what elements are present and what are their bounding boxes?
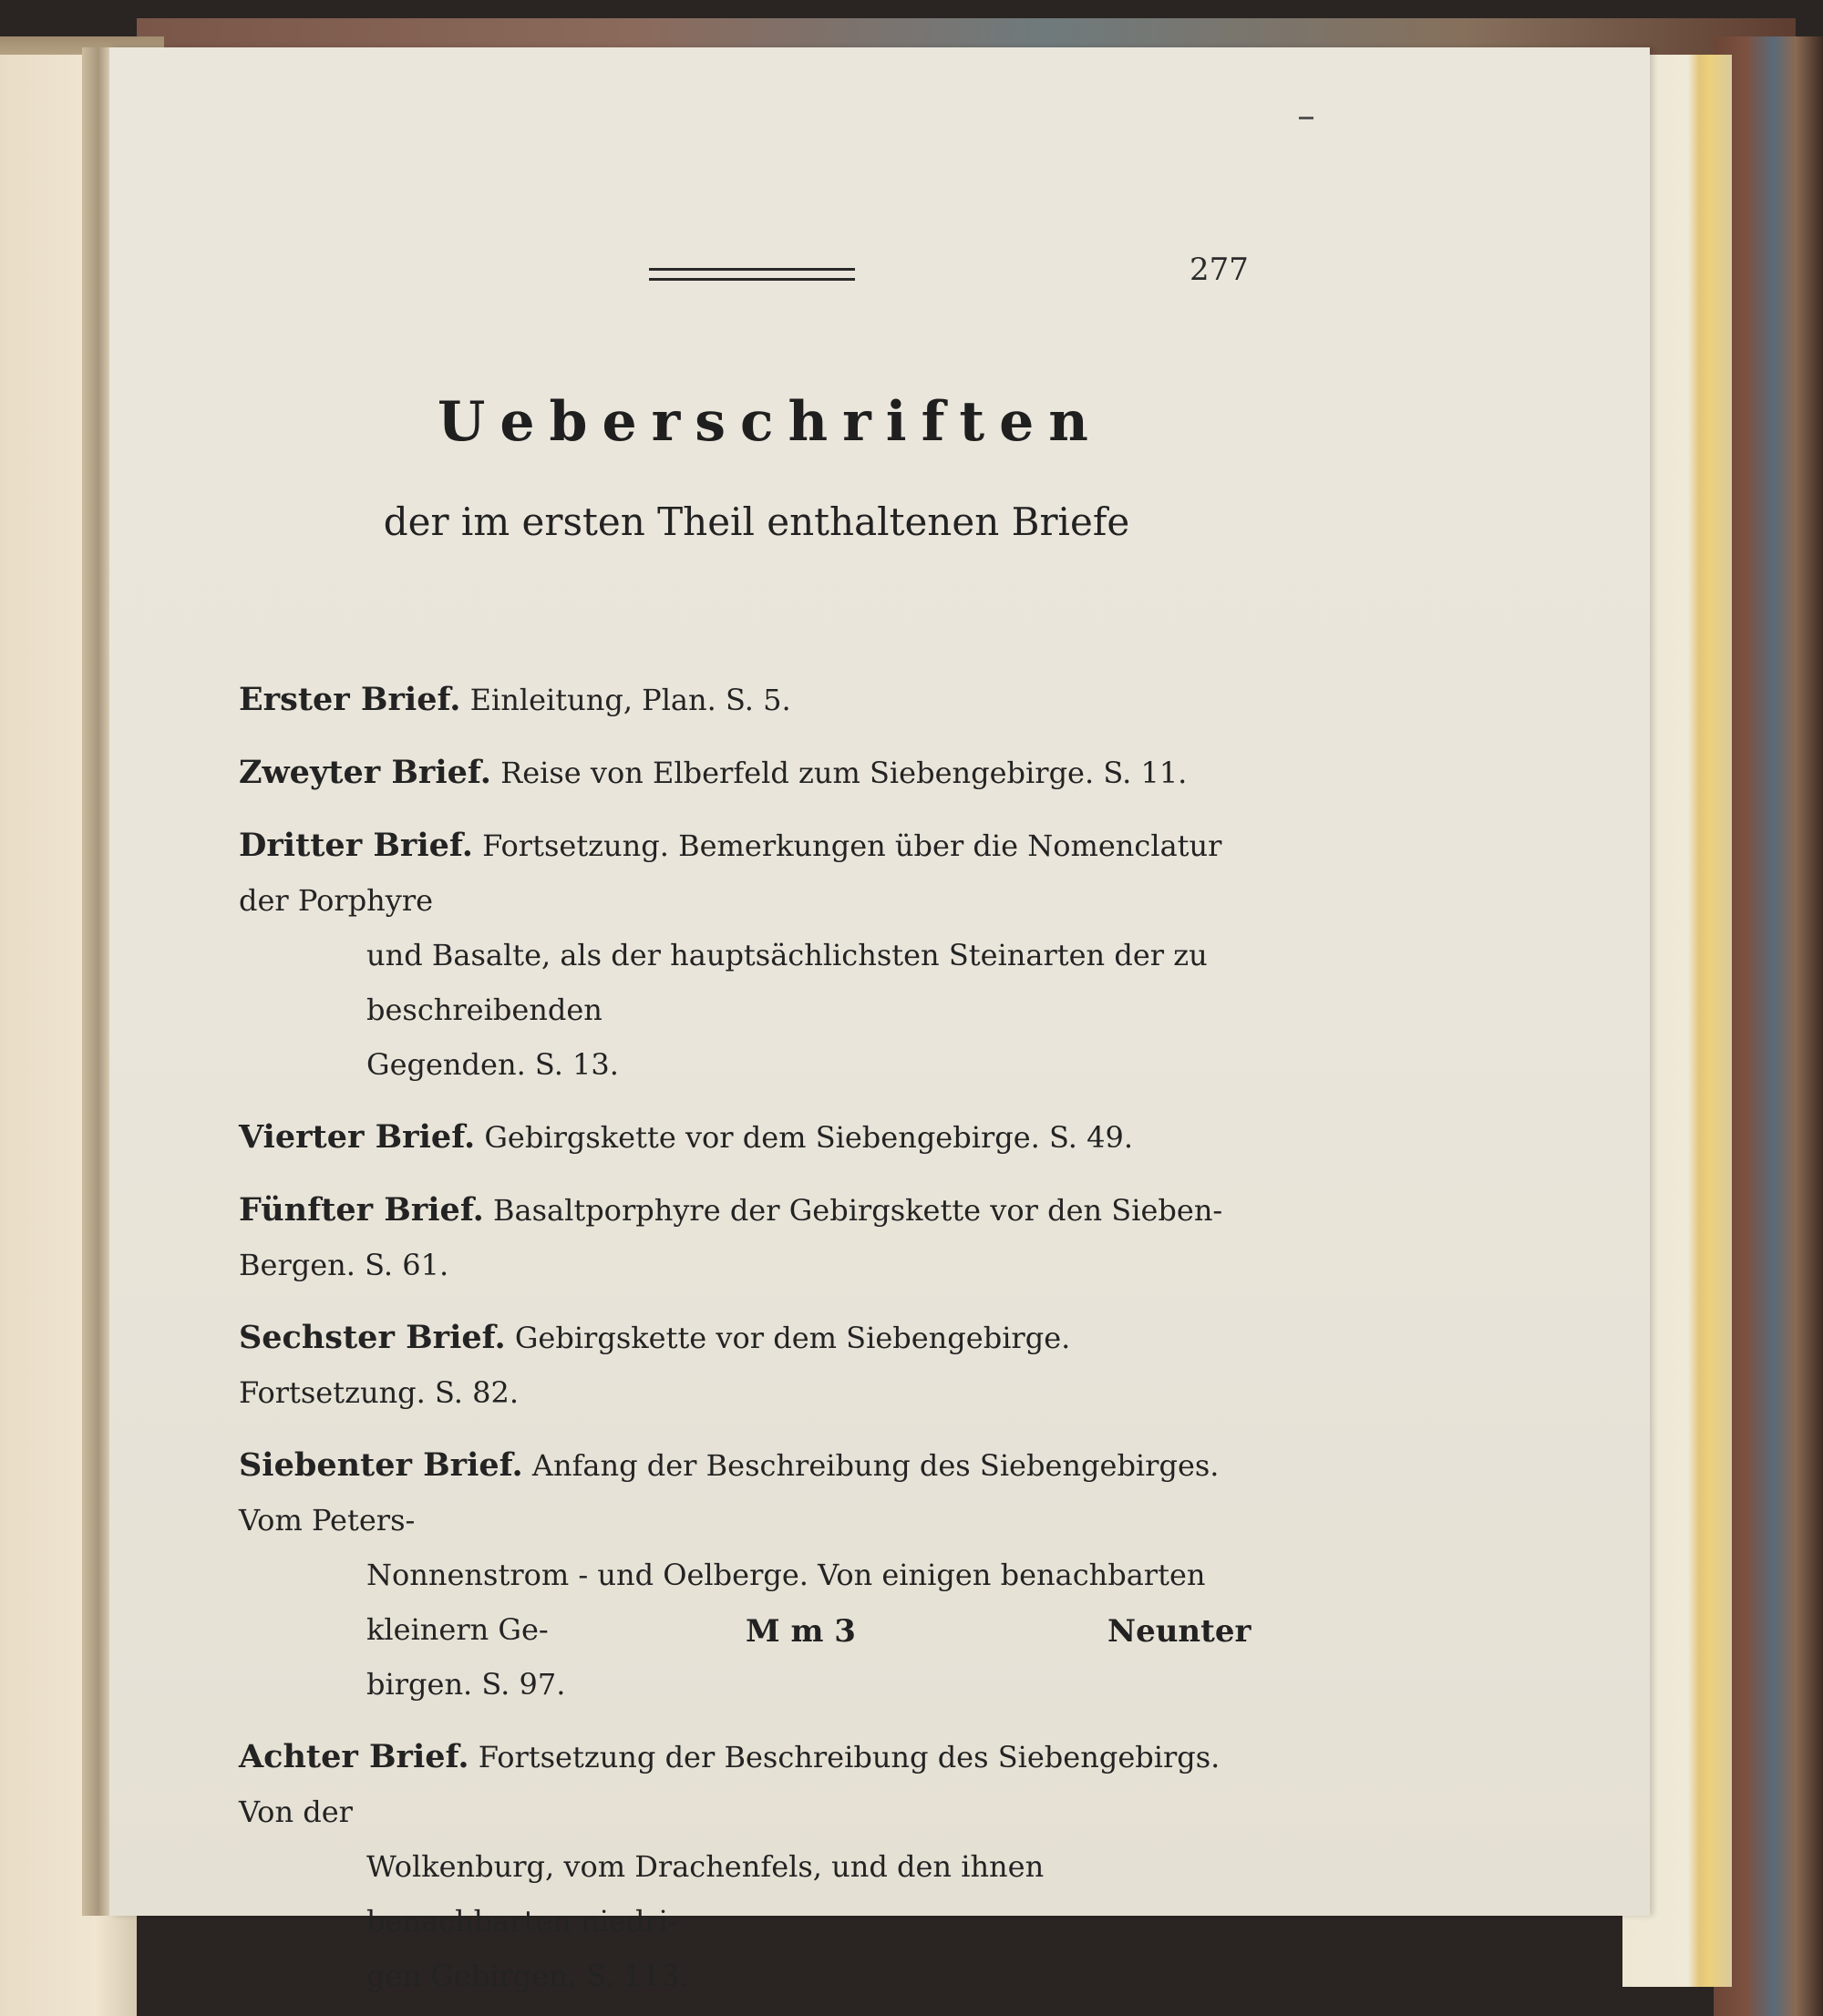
entry-heading: Siebenter Brief. [239, 1446, 523, 1484]
entry-heading: Fünfter Brief. [239, 1191, 484, 1229]
toc-entry [239, 1730, 1241, 2003]
page-mark [1299, 117, 1313, 119]
entry-text: gen Gebirgen. S. 113. [366, 1959, 689, 1993]
entry-text: Anfang der Beschreibung des Siebengebirges. Vom Peters- [239, 1448, 1220, 1538]
page-number: 277 [1190, 252, 1249, 288]
toc-entry [239, 746, 1241, 800]
entry-text: Basaltporphyre der Gebirgskette vor den Sieben-Bergen. S. 61. [239, 1193, 1223, 1282]
toc-entry [239, 1438, 1241, 1712]
entry-text: Gebirgskette vor dem Siebengebirge. Fortsetzung. S. 82. [239, 1321, 1071, 1410]
entry-text: Wolkenburg, vom Drachenfels, und den ihnen benachbarten niedri- [366, 1849, 1045, 1939]
catchword: Neunter [1107, 1613, 1251, 1650]
entry-heading: Dritter Brief. [239, 827, 473, 864]
toc-entry [239, 818, 1241, 1092]
entry-text: Gebirgskette vor dem Siebengebirge. S. 49. [484, 1120, 1134, 1155]
toc-entry [239, 673, 1241, 727]
entry-text: Reise von Elberfeld zum Siebengebirge. S. 11. [500, 756, 1188, 790]
entry-text: Fortsetzung der Beschreibung des Siebengebirgs. Von der [239, 1740, 1220, 1829]
header-rule [649, 268, 855, 281]
page-title: Ueberschriften [438, 390, 1103, 454]
entry-text: und Basalte, als der hauptsächlichsten Steinarten der zu beschreibenden [366, 938, 1208, 1027]
entry-heading: Zweyter Brief. [239, 754, 491, 791]
entry-text: birgen. S. 97. [366, 1667, 566, 1702]
gutter-shadow [82, 47, 109, 1916]
entry-heading: Sechster Brief. [239, 1319, 506, 1356]
entry-text: Nonnenstrom - und Oelberge. Von einigen benachbarten kleinern Ge- [366, 1558, 1206, 1647]
entry-heading: Vierter Brief. [239, 1118, 476, 1156]
toc-entry [239, 1183, 1241, 1292]
signature-mark: M m 3 [746, 1613, 856, 1650]
entry-text: Fortsetzung. Bemerkungen über die Nomenclatur der Porphyre [239, 828, 1222, 918]
page-subtitle: der im ersten Theil enthaltenen Briefe [383, 499, 1130, 544]
toc-entry [239, 1311, 1241, 1420]
entry-text: Einleitung, Plan. S. 5. [469, 683, 791, 717]
table-of-contents [239, 673, 1241, 2003]
entry-heading: Erster Brief. [239, 681, 461, 718]
entry-text: Gegenden. S. 13. [366, 1047, 619, 1082]
toc-entry [239, 1110, 1241, 1165]
entry-heading: Achter Brief. [239, 1738, 469, 1775]
